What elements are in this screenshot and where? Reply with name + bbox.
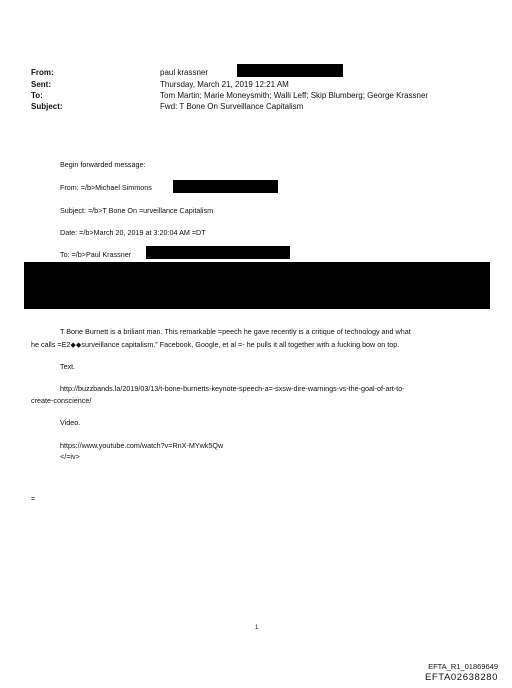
redaction-block — [24, 262, 490, 309]
article-link-line1[interactable]: http://buzzbands.la/2019/03/13/t-bone-burnetts-keynote-speech-a=-sxsw-dire-warnings-vs-the-goal-of-art-to- — [60, 384, 405, 393]
video-link[interactable]: https://www.youtube.com/watch?v=RnX-MYwk5Qw — [60, 441, 224, 450]
to-value: Tom Martin; Marie Moneysmith; Walli Leff; Skip Blumberg; George Krassner — [160, 91, 429, 100]
from-value: paul krassner — [160, 68, 209, 77]
text-label: Text. — [60, 362, 76, 371]
page-number: 1 — [255, 625, 259, 631]
article-link-line2[interactable]: create-conscience/ — [31, 396, 92, 405]
subject-value: Fwd: T Bone On Surveillance Capitalism — [160, 102, 304, 111]
video-label: Video. — [60, 418, 81, 427]
forward-to-line: To: =/b>Paul Krassner — [60, 250, 132, 259]
body-paragraph-line1: T Bone Burnett is a briliant man. This remarkable =peech he gave recently is a critique of technology and what — [60, 327, 411, 336]
subject-label: Subject: — [31, 102, 63, 111]
sent-value: Thursday, March 21, 2019 12:21 AM — [160, 80, 289, 89]
forward-subject-line: Subject: =/b>T Bone On =urveillance Capitalism — [60, 206, 214, 215]
footer-id-primary: EFTA_R1_01869649 — [428, 662, 498, 671]
redaction-from-email — [237, 64, 343, 77]
equals-sign: = — [31, 494, 36, 503]
redaction-forward-to — [146, 246, 290, 259]
forward-date-line: Date: =/b>March 20, 2019 at 3:20:04 AM =DT — [60, 228, 206, 237]
redaction-forward-from — [173, 180, 278, 193]
body-paragraph-line2: he calls =E2◆◆surveillance capitalism.” Facebook, Google, et al =- he pulls it all together with a fucking bow on top. — [31, 340, 400, 349]
closing-tag: </=iv> — [60, 452, 80, 461]
from-label: From: — [31, 68, 54, 77]
forward-from-line: From: =/b>Michael Simmons — [60, 183, 152, 192]
to-label: To: — [31, 91, 43, 100]
sent-label: Sent: — [31, 80, 51, 89]
forward-intro: Begin forwarded message: — [60, 160, 146, 169]
footer-id-secondary: EFTA02638280 — [424, 672, 498, 683]
